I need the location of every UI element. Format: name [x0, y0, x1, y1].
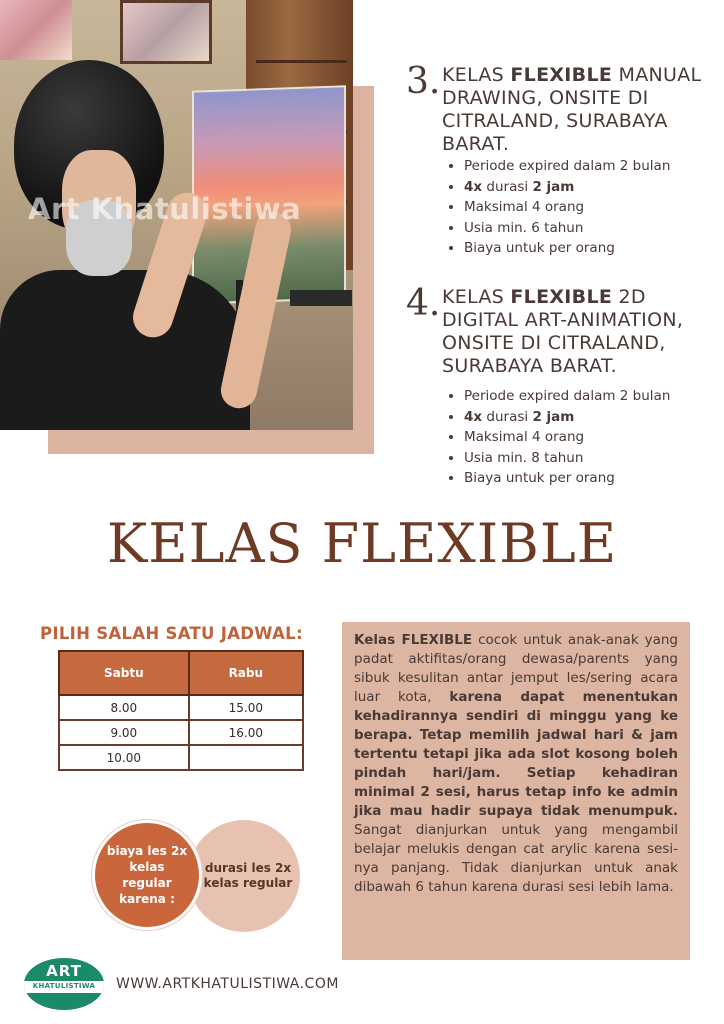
- easel-bar: [290, 290, 352, 306]
- list-item: • Periode expired dalam 2 bulan: [464, 386, 724, 407]
- list-item: • Biaya untuk per orang: [464, 468, 724, 489]
- table-cell: 8.00: [59, 695, 189, 720]
- table-cell: 10.00: [59, 745, 189, 770]
- page-title: KELAS FLEXIBLE: [106, 512, 618, 575]
- duration-text: durasi les 2x kelas regular: [203, 861, 293, 890]
- description-panel: [342, 622, 690, 960]
- title-bold: FLEXIBLE: [510, 286, 613, 308]
- wall-painting: [0, 0, 72, 60]
- table-row: [59, 720, 303, 745]
- schedule-table: [58, 650, 304, 771]
- section-number: 4.: [406, 283, 441, 324]
- title-prefix: KELAS: [442, 64, 511, 86]
- desc-text: Sangat dianjurkan untuk yang mengambil belajar melukis dengan cat arylic karena sesi-nya panjang. Tidak dianjurkan untuk anak dibawah 6 tahun karena durasi sesi lebih lama.: [354, 822, 678, 895]
- schedule-heading: PILIH SALAH SATU JADWAL:: [40, 624, 303, 643]
- table-cell: 15.00: [189, 695, 303, 720]
- website-link[interactable]: WWW.ARTKHATULISTIWA.COM: [116, 976, 339, 992]
- table-row: [59, 695, 303, 720]
- duration-circle: [188, 820, 300, 932]
- hero-photo: [0, 0, 353, 430]
- list-item: • Biaya untuk per orang: [464, 238, 724, 259]
- student-body: [0, 270, 250, 430]
- table-cell: [189, 745, 303, 770]
- table-header-row: [59, 651, 303, 695]
- list-item: • 4x durasi 2 jam: [464, 407, 724, 428]
- section-title: [442, 64, 722, 156]
- brand-logo: [24, 958, 104, 1010]
- table-row: [59, 745, 303, 770]
- list-item: • Usia min. 8 tahun: [464, 448, 724, 469]
- list-item: • Usia min. 6 tahun: [464, 218, 724, 239]
- title-bold: FLEXIBLE: [510, 64, 613, 86]
- table-cell: 16.00: [189, 720, 303, 745]
- class-features: [446, 386, 724, 489]
- list-item: • Maksimal 4 orang: [464, 197, 724, 218]
- logo-subtext: KHATULISTIWA: [32, 982, 96, 990]
- list-item: • 4x durasi 2 jam: [464, 177, 724, 198]
- list-item: • Periode expired dalam 2 bulan: [464, 156, 724, 177]
- title-rest: MANUAL DRAWING, ONSITE DI CITRALAND, SURABAYA BARAT.: [442, 64, 702, 155]
- table-cell: 9.00: [59, 720, 189, 745]
- desc-text: cocok untuk anak-anak yang padat aktifitas/orang dewasa/parents yang sibuk kesulitan antar jemput les/sering acara luar kota,: [354, 632, 678, 705]
- desc-bold-body: karena dapat menentukan kehadirannya sendiri di minggu yang ke berapa. Tetap memilih jadwal hari & jam tertentu tetapi jika ada slot kosong boleh pindah hari/jam. Setiap kehadiran minimal 2 sesi, harus tetap info ke admin jika mau hadir supaya tidak menumpuk.: [354, 689, 678, 819]
- price-text: biaya les 2x kelas regular karena :: [106, 844, 188, 906]
- title-rest: 2D DIGITAL ART-ANIMATION, ONSITE DI CITRALAND, SURABAYA BARAT.: [442, 286, 684, 377]
- section-number: 3.: [406, 61, 441, 102]
- column-header: Rabu: [189, 651, 303, 695]
- column-header: Sabtu: [59, 651, 189, 695]
- desc-bold-lead: Kelas FLEXIBLE: [354, 632, 473, 648]
- price-circle: [92, 820, 202, 930]
- section-title: [442, 286, 722, 378]
- wall-frame: [120, 0, 212, 64]
- logo-text: ART: [46, 962, 82, 980]
- list-item: • Maksimal 4 orang: [464, 427, 724, 448]
- title-prefix: KELAS: [442, 286, 511, 308]
- class-features: [446, 156, 724, 259]
- photo-watermark: Art Khatulistiwa: [28, 192, 302, 226]
